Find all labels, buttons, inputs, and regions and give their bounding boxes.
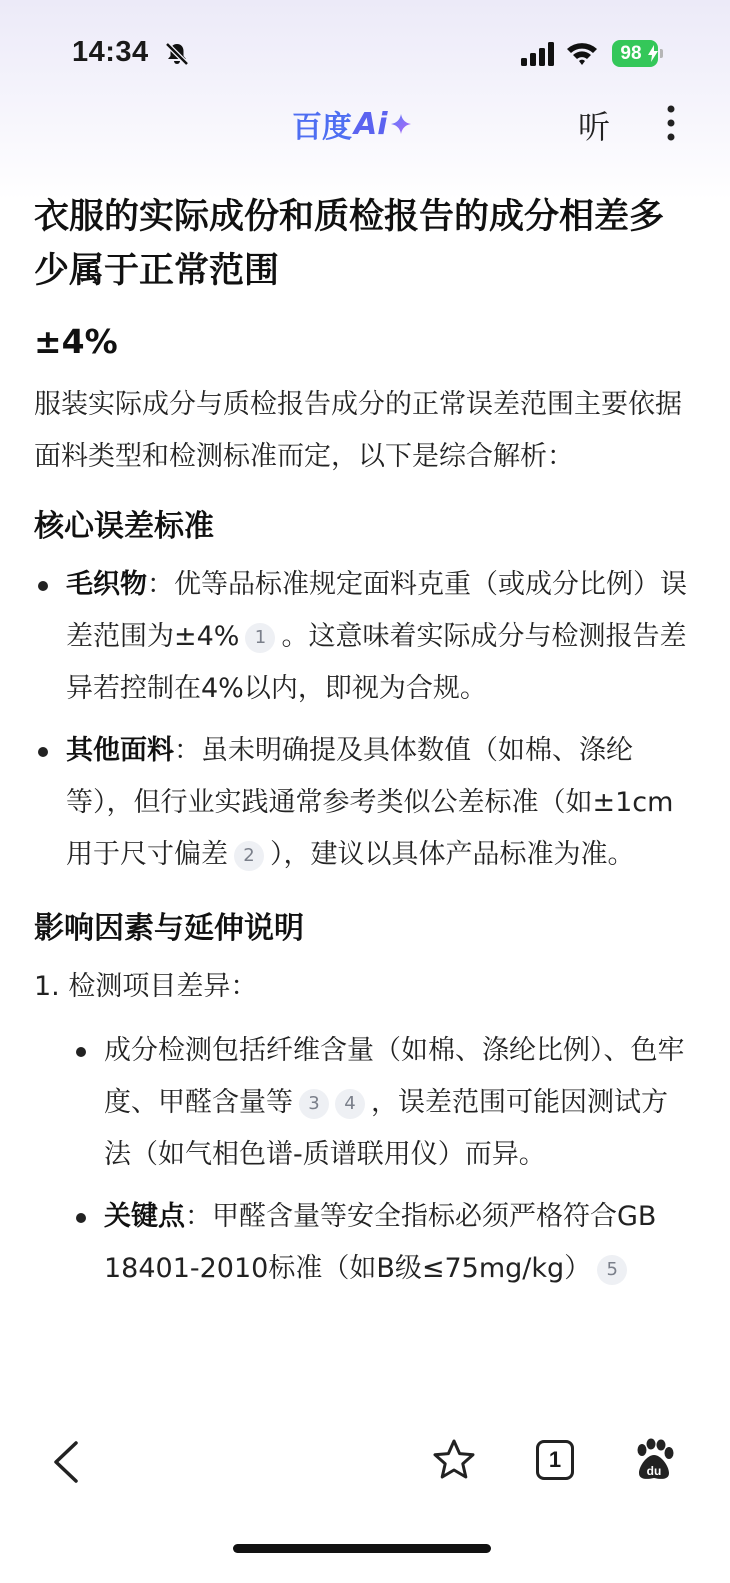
wifi-icon bbox=[565, 40, 599, 66]
baidu-paw-icon[interactable] bbox=[632, 1438, 676, 1482]
bottom-navigation-bar bbox=[0, 1414, 730, 1583]
battery-indicator bbox=[612, 40, 662, 67]
item-text: 。这意味着实际成分与检测报告差异若控制在4%以内，即视为合规。 bbox=[66, 621, 687, 704]
status-time: 14:34 bbox=[72, 36, 149, 68]
item-label: 毛织物 bbox=[66, 569, 147, 600]
list-item bbox=[72, 1025, 694, 1181]
back-arrow-icon[interactable] bbox=[50, 1440, 80, 1484]
item-text: 成分检测包括纤维含量（如棉、涤纶比例）、色牢度、甲醛含量等 bbox=[104, 1035, 685, 1118]
list-item bbox=[34, 725, 694, 881]
citation-badge[interactable]: 4 bbox=[335, 1089, 365, 1119]
item-label: 其他面料 bbox=[66, 735, 174, 766]
app-header bbox=[0, 94, 730, 154]
answer-summary: ±4% bbox=[34, 322, 118, 361]
svg-text:du: du bbox=[646, 1464, 662, 1478]
intro-paragraph: 服装实际成分与质检报告成分的正常误差范围主要依据面料类型和检测标准而定，以下是综合解析： bbox=[34, 389, 682, 472]
logo-text: 百度 bbox=[292, 110, 352, 145]
citation-badge[interactable]: 3 bbox=[299, 1089, 329, 1119]
section-title-factors: 影响因素与延伸说明 bbox=[34, 911, 304, 946]
answer-content bbox=[34, 190, 694, 1295]
baidu-ai-logo[interactable] bbox=[292, 102, 412, 146]
question-title: 衣服的实际成份和质检报告的成分相差多少属于正常范围 bbox=[34, 197, 665, 291]
list-item bbox=[34, 559, 694, 715]
charging-bolt-icon bbox=[648, 45, 658, 62]
item-text: ：虽未明确提及具体数值（如棉、涤纶等），但行业实践通常参考类似公差标准（如±1cm用于尺寸偏差 bbox=[66, 735, 674, 870]
section-title-core-standards: 核心误差标准 bbox=[34, 509, 214, 544]
cellular-signal-icon bbox=[520, 42, 556, 66]
status-bar bbox=[0, 0, 730, 104]
item-text: ：甲醛含量等安全指标必须严格符合GB 18401-2010标准（如B级≤75mg/kg） bbox=[104, 1201, 657, 1284]
home-indicator bbox=[233, 1544, 491, 1553]
item-text: ：优等品标准规定面料克重（或成分比例）误差范围为±4% bbox=[66, 569, 687, 652]
item-text: ），建议以具体产品标准为准。 bbox=[270, 839, 635, 870]
battery-level: 98 bbox=[612, 40, 658, 67]
favorite-star-icon[interactable] bbox=[432, 1438, 476, 1482]
citation-badge[interactable]: 2 bbox=[234, 841, 264, 871]
citation-badge[interactable]: 5 bbox=[597, 1255, 627, 1285]
item-label: 关键点 bbox=[104, 1201, 185, 1232]
battery-cap bbox=[660, 49, 663, 58]
more-options-icon[interactable] bbox=[664, 104, 678, 142]
bell-muted-icon bbox=[163, 40, 191, 68]
list-item bbox=[72, 1191, 694, 1295]
numbered-item: 1. 检测项目差异： bbox=[34, 971, 258, 1002]
sparkle-icon bbox=[390, 113, 412, 135]
citation-badge[interactable]: 1 bbox=[245, 623, 275, 653]
tabs-count-button[interactable]: 1 bbox=[536, 1440, 574, 1480]
listen-button[interactable]: 听 bbox=[578, 108, 611, 146]
item-text: ，误差范围可能因测试方法（如气相色谱-质谱联用仪）而异。 bbox=[104, 1087, 668, 1170]
logo-ai-text: Ai bbox=[354, 106, 388, 142]
